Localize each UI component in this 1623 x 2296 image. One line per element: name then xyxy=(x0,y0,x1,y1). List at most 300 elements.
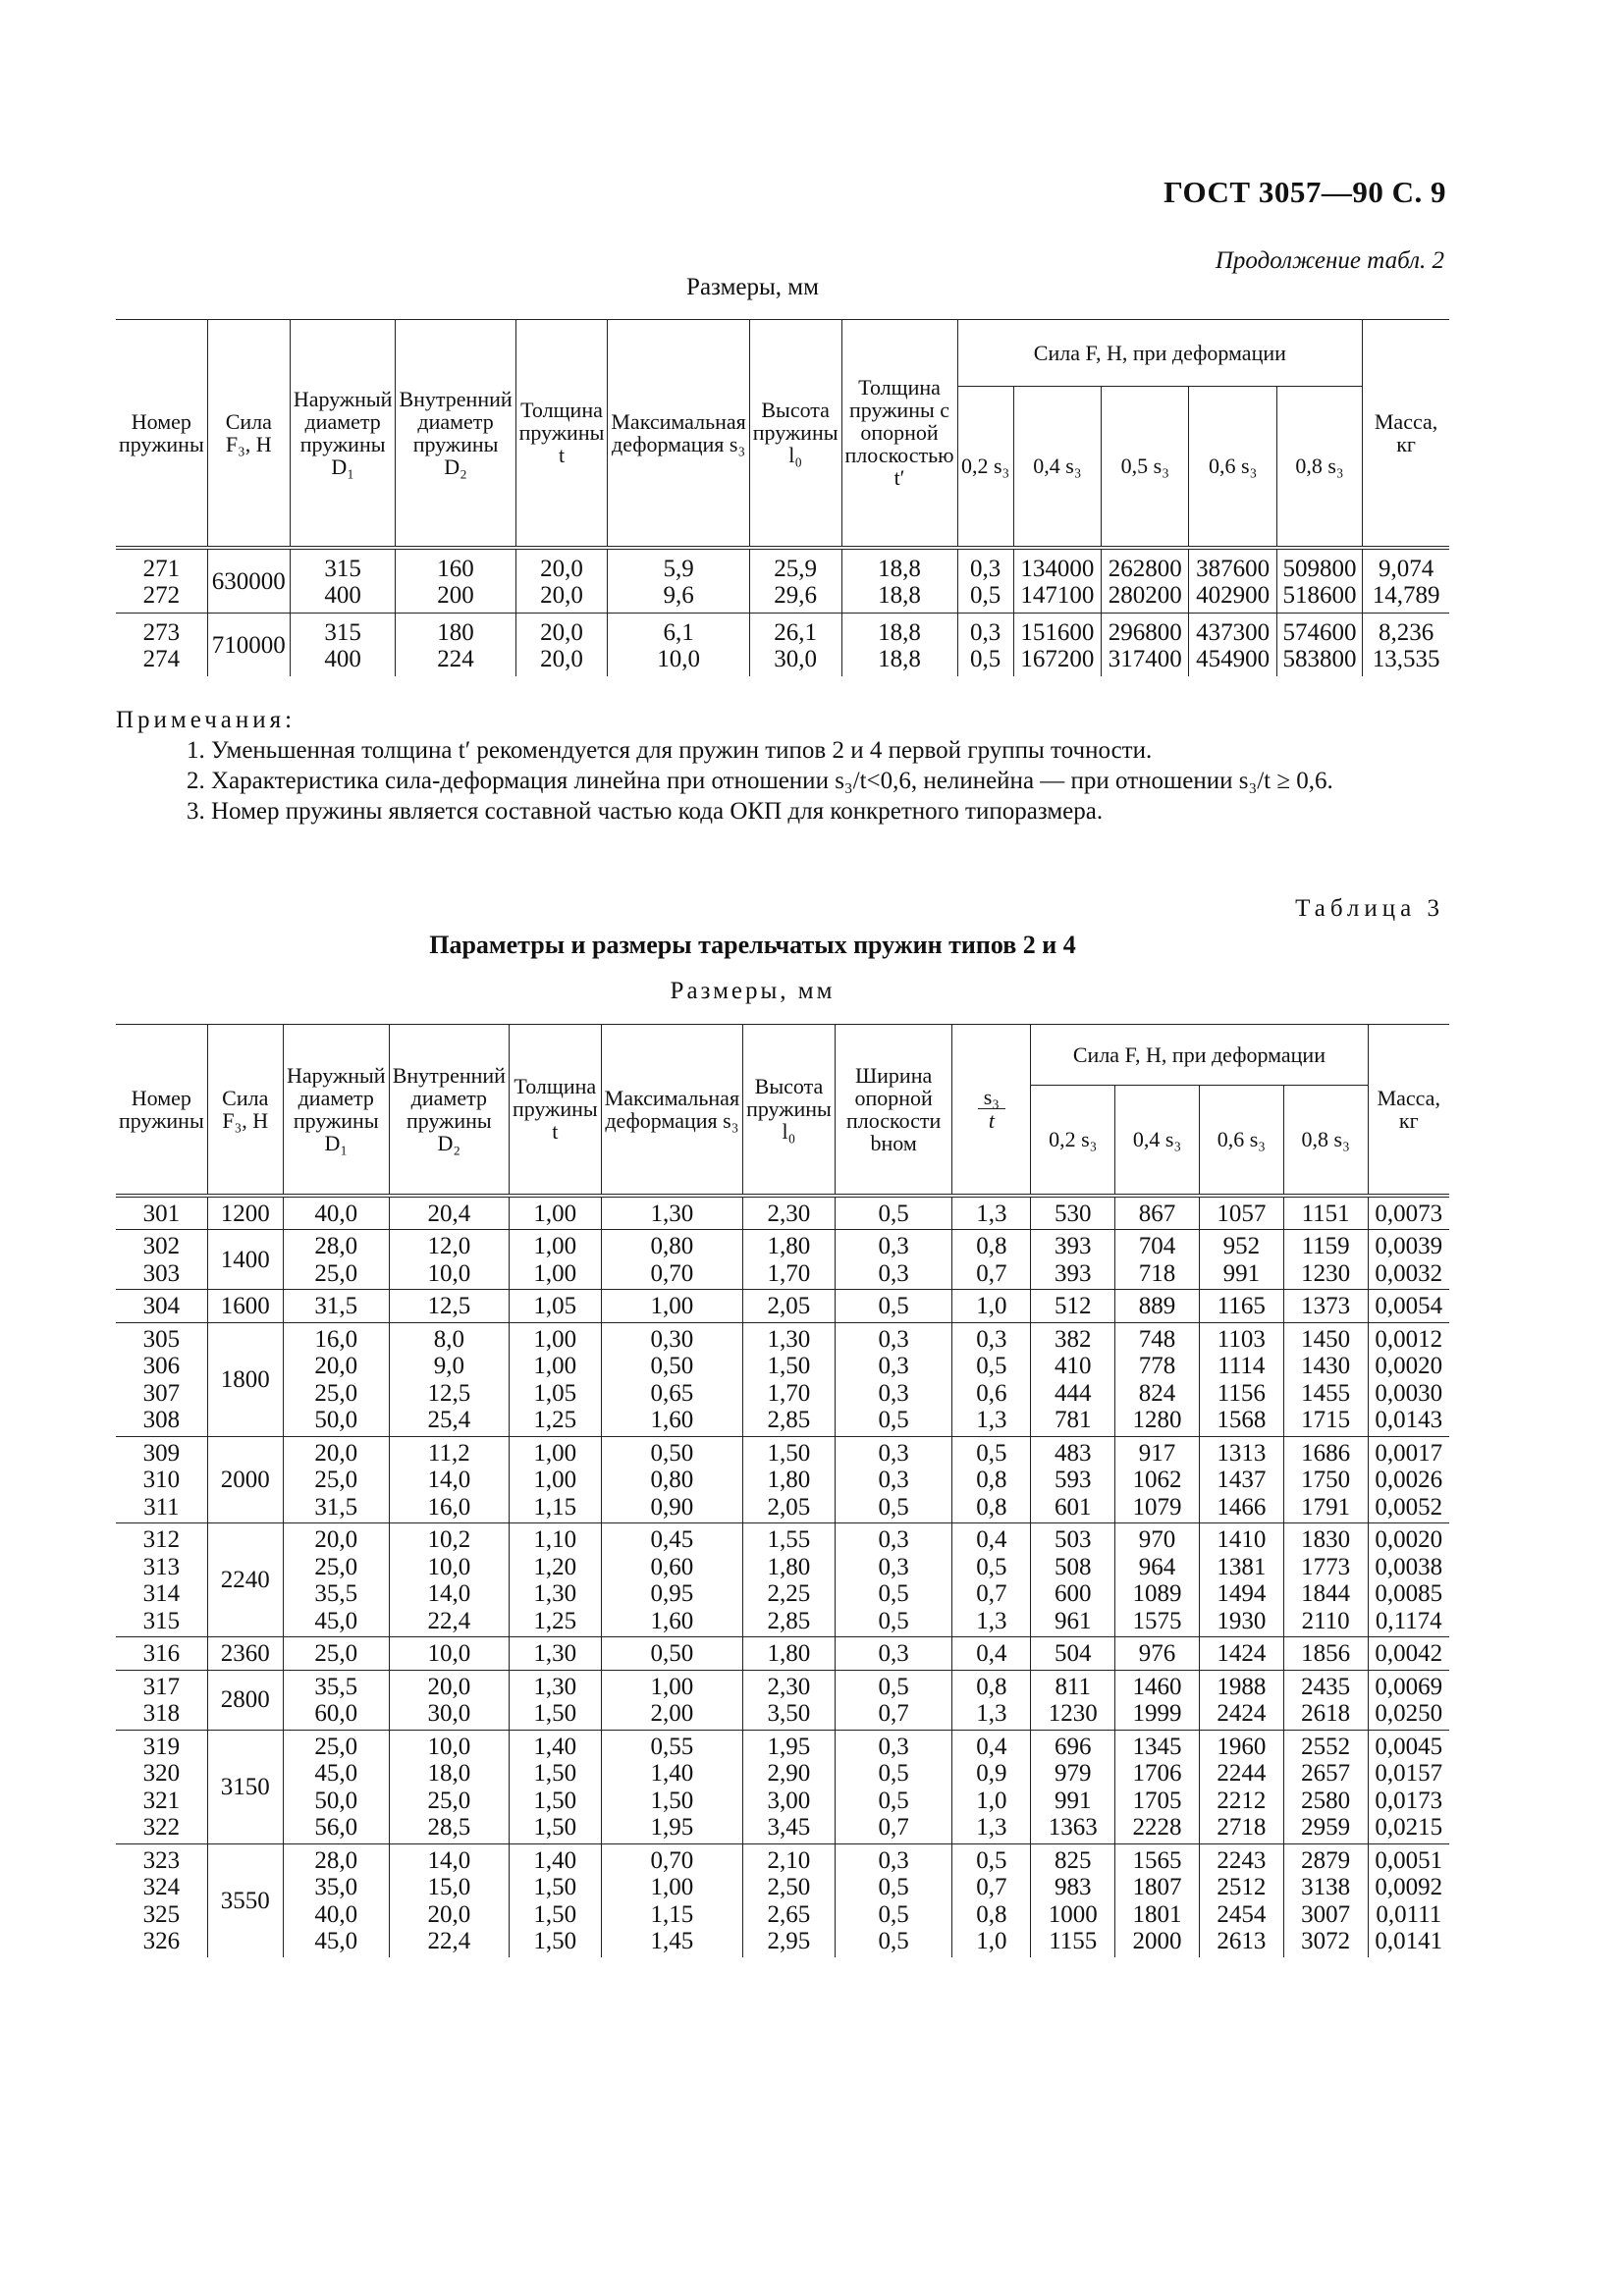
cell-value: 280200 xyxy=(1108,581,1182,609)
cell-value: 1,50 xyxy=(533,1760,577,1787)
cell-value: 0,5 xyxy=(878,1200,909,1227)
cell-value: 1,60 xyxy=(650,1607,694,1634)
cell-value: 1,80 xyxy=(767,1467,811,1493)
table-cell xyxy=(1199,1290,1283,1323)
cell-value: 0,70 xyxy=(650,1846,694,1874)
table-cell xyxy=(1199,1637,1283,1671)
cell-value: 1,00 xyxy=(650,1673,694,1700)
table-cell xyxy=(1102,613,1189,676)
ratio-denominator: t xyxy=(988,1108,995,1134)
table-cell xyxy=(509,1670,601,1730)
table-cell xyxy=(1115,1670,1200,1730)
cell-value: 1,45 xyxy=(650,1928,694,1954)
header-mass: Масса, кг xyxy=(1368,1025,1449,1196)
table-cell xyxy=(1368,1290,1449,1323)
cell-value: 0,3 xyxy=(878,1379,909,1407)
cell-value: 917 xyxy=(1138,1439,1176,1467)
header-force-at-deformation: 0,6 s₃ xyxy=(1199,1086,1283,1196)
cell-value: 224 xyxy=(437,645,474,672)
table-cell xyxy=(749,548,841,614)
cell-value: 2424 xyxy=(1217,1700,1267,1727)
cell-value: 317 xyxy=(142,1673,181,1700)
cell-value: 1,50 xyxy=(533,1900,577,1928)
cell-value: 1750 xyxy=(1301,1467,1351,1493)
table-cell xyxy=(396,613,515,676)
cell-value: 0,5 xyxy=(878,1900,909,1928)
cell-value: 1,3 xyxy=(976,1607,1007,1634)
cell-value: 2,90 xyxy=(767,1760,811,1787)
force-value: 630000 xyxy=(211,568,286,595)
table-cell xyxy=(835,1670,952,1730)
cell-value: 2,05 xyxy=(767,1493,811,1521)
cell-value: 147100 xyxy=(1020,581,1095,609)
cell-value: 30,0 xyxy=(427,1700,471,1727)
cell-value: 1,40 xyxy=(533,1733,577,1760)
cell-value: 1079 xyxy=(1132,1493,1182,1521)
cell-value: 0,0111 xyxy=(1376,1900,1442,1928)
cell-value: 10,0 xyxy=(427,1640,471,1667)
cell-value: 1565 xyxy=(1132,1846,1182,1874)
note-1: 1. Уменьшенная толщина t′ рекомендуется для пружин типов 2 и 4 первой группы точности. xyxy=(187,737,1153,764)
cell-value: 3007 xyxy=(1301,1900,1351,1928)
table-cell xyxy=(835,1290,952,1323)
cell-value: 9,074 xyxy=(1378,555,1434,582)
cell-value: 3138 xyxy=(1301,1874,1351,1900)
cell-value: 3,00 xyxy=(767,1787,811,1814)
cell-value: 454900 xyxy=(1196,645,1271,672)
cell-value: 0,3 xyxy=(878,1553,909,1580)
table-cell xyxy=(601,1290,742,1323)
force-value: 1200 xyxy=(220,1200,270,1227)
cell-value: 314 xyxy=(142,1580,181,1607)
table-cell xyxy=(515,548,608,614)
table-cell xyxy=(601,1322,742,1436)
table-cell xyxy=(1363,548,1449,614)
cell-value: 1,00 xyxy=(533,1233,577,1259)
force-cell xyxy=(207,1730,283,1843)
cell-value: 14,0 xyxy=(427,1580,471,1607)
cell-value: 2,25 xyxy=(767,1580,811,1607)
cell-value: 2244 xyxy=(1217,1760,1267,1787)
cell-value: 0,5 xyxy=(976,1553,1007,1580)
cell-value: 410 xyxy=(1054,1353,1092,1379)
cell-value: 1575 xyxy=(1132,1607,1182,1634)
cell-value: 1,50 xyxy=(650,1787,694,1814)
force-cell xyxy=(207,1670,283,1730)
cell-value: 1,00 xyxy=(533,1200,577,1227)
cell-value: 2718 xyxy=(1217,1814,1267,1841)
table-cell xyxy=(749,613,841,676)
table-cell xyxy=(952,1322,1031,1436)
table-cell xyxy=(835,1436,952,1523)
cell-value: 1,70 xyxy=(767,1259,811,1287)
table-cell xyxy=(835,1230,952,1290)
cell-value: 326 xyxy=(142,1928,181,1954)
cell-value: 12,5 xyxy=(427,1293,471,1319)
cell-value: 25,9 xyxy=(774,555,818,582)
cell-value: 0,0092 xyxy=(1375,1874,1443,1900)
cell-value: 1,00 xyxy=(650,1293,694,1319)
cell-value: 3072 xyxy=(1301,1928,1351,1954)
cell-value: 593 xyxy=(1054,1467,1092,1493)
cell-value: 1,00 xyxy=(533,1353,577,1379)
cell-value: 991 xyxy=(1222,1259,1261,1287)
table-cell xyxy=(389,1730,509,1843)
cell-value: 0,5 xyxy=(878,1760,909,1787)
force-value: 1800 xyxy=(220,1365,270,1393)
header-number: Номер пружины xyxy=(116,320,207,548)
cell-value: 273 xyxy=(142,618,181,646)
table-cell xyxy=(116,548,207,614)
cell-value: 3,50 xyxy=(767,1700,811,1727)
cell-value: 1230 xyxy=(1301,1259,1351,1287)
table-cell xyxy=(743,1290,836,1323)
cell-value: 323 xyxy=(142,1846,181,1874)
cell-value: 316 xyxy=(142,1640,181,1667)
cell-value: 30,0 xyxy=(774,645,818,672)
cell-value: 1103 xyxy=(1217,1325,1266,1353)
cell-value: 0,0073 xyxy=(1375,1200,1443,1227)
table-cell xyxy=(1368,1230,1449,1290)
cell-value: 0,5 xyxy=(878,1493,909,1521)
cell-value: 272 xyxy=(142,581,181,609)
cell-value: 1,0 xyxy=(976,1293,1007,1319)
table-cell xyxy=(957,613,1013,676)
cell-value: 2,00 xyxy=(650,1700,694,1727)
cell-value: 0,0250 xyxy=(1375,1700,1443,1727)
force-cell xyxy=(207,1843,283,1957)
table2-dimensions-caption: Размеры, мм xyxy=(686,274,819,300)
cell-value: 1,50 xyxy=(533,1928,577,1954)
cell-value: 0,45 xyxy=(650,1526,694,1553)
cell-value: 14,0 xyxy=(427,1846,471,1874)
cell-value: 0,55 xyxy=(650,1733,694,1760)
cell-value: 1,15 xyxy=(650,1900,694,1928)
header-max-deformation: Максимальная деформация s₃ xyxy=(601,1025,742,1196)
table-cell xyxy=(1368,1523,1449,1637)
cell-value: 0,0052 xyxy=(1375,1493,1443,1521)
cell-value: 2618 xyxy=(1301,1700,1351,1727)
cell-value: 1930 xyxy=(1217,1607,1267,1634)
table-cell xyxy=(116,1290,207,1323)
header-support-width: Ширина опорной плоскости bном xyxy=(835,1025,952,1196)
table-cell xyxy=(952,1637,1031,1671)
cell-value: 824 xyxy=(1138,1379,1176,1407)
table-cell xyxy=(283,1436,389,1523)
cell-value: 22,4 xyxy=(427,1928,471,1954)
header-force-at-deformation: 0,8 s₃ xyxy=(1276,387,1362,548)
cell-value: 18,8 xyxy=(878,645,921,672)
table-cell xyxy=(389,1843,509,1957)
cell-value: 0,3 xyxy=(878,1353,909,1379)
table-cell xyxy=(509,1637,601,1671)
table-cell xyxy=(509,1196,601,1230)
table-cell xyxy=(952,1730,1031,1843)
cell-value: 2000 xyxy=(1132,1928,1182,1954)
force-value: 2800 xyxy=(220,1686,270,1714)
table-cell xyxy=(283,1322,389,1436)
force-cell xyxy=(207,1436,283,1523)
table-cell xyxy=(1115,1196,1200,1230)
force-value: 2360 xyxy=(220,1640,270,1667)
table-cell xyxy=(1115,1730,1200,1843)
cell-value: 40,0 xyxy=(314,1900,358,1928)
cell-value: 704 xyxy=(1138,1233,1176,1259)
cell-value: 0,0143 xyxy=(1375,1407,1443,1433)
header-height: Высота пружины l₀ xyxy=(743,1025,836,1196)
table-cell xyxy=(1199,1196,1283,1230)
table-cell xyxy=(952,1230,1031,1290)
table-cell xyxy=(1199,1436,1283,1523)
table-cell xyxy=(283,1730,389,1843)
table-cell xyxy=(1115,1322,1200,1436)
force-cell xyxy=(207,548,290,614)
table-cell xyxy=(290,548,396,614)
cell-value: 1801 xyxy=(1132,1900,1182,1928)
cell-value: 50,0 xyxy=(314,1407,358,1433)
cell-value: 2,50 xyxy=(767,1874,811,1900)
table-cell xyxy=(1115,1523,1200,1637)
cell-value: 1,50 xyxy=(767,1353,811,1379)
cell-value: 483 xyxy=(1054,1439,1092,1467)
cell-value: 200 xyxy=(437,581,474,609)
table-cell xyxy=(952,1196,1031,1230)
cell-value: 307 xyxy=(142,1379,181,1407)
table-cell xyxy=(509,1523,601,1637)
cell-value: 503 xyxy=(1054,1526,1092,1553)
table-continuation-label: Продолжение табл. 2 xyxy=(1215,247,1444,274)
cell-value: 3,45 xyxy=(767,1814,811,1841)
cell-value: 10,2 xyxy=(427,1526,471,1553)
cell-value: 271 xyxy=(142,555,181,582)
cell-value: 1,0 xyxy=(976,1928,1007,1954)
cell-value: 15,0 xyxy=(427,1874,471,1900)
cell-value: 0,3 xyxy=(878,1846,909,1874)
table-cell xyxy=(1013,613,1101,676)
header-force-at-deformation: 0,5 s₃ xyxy=(1102,387,1189,548)
cell-value: 25,0 xyxy=(427,1787,471,1814)
table-row-group xyxy=(116,548,1449,614)
cell-value: 0,4 xyxy=(976,1733,1007,1760)
table-cell xyxy=(116,1322,207,1436)
cell-value: 1466 xyxy=(1217,1493,1267,1521)
cell-value: 18,0 xyxy=(427,1760,471,1787)
cell-value: 2,05 xyxy=(767,1293,811,1319)
table-cell xyxy=(1115,1230,1200,1290)
cell-value: 0,0051 xyxy=(1375,1846,1443,1874)
cell-value: 0,3 xyxy=(878,1733,909,1760)
cell-value: 25,0 xyxy=(314,1733,358,1760)
table3-number-label: Таблица 3 xyxy=(1295,895,1444,922)
cell-value: 0,5 xyxy=(878,1407,909,1433)
cell-value: 1,30 xyxy=(533,1580,577,1607)
cell-value: 25,0 xyxy=(314,1553,358,1580)
cell-value: 0,30 xyxy=(650,1325,694,1353)
cell-value: 2959 xyxy=(1301,1814,1351,1841)
table-cell xyxy=(835,1322,952,1436)
cell-value: 0,50 xyxy=(650,1640,694,1667)
cell-value: 1057 xyxy=(1217,1200,1267,1227)
table-cell xyxy=(509,1290,601,1323)
cell-value: 600 xyxy=(1054,1580,1092,1607)
table-cell xyxy=(835,1843,952,1957)
cell-value: 0,0173 xyxy=(1375,1787,1443,1814)
table-cell xyxy=(743,1436,836,1523)
table3-dimensions-caption: Размеры, мм xyxy=(670,978,836,1004)
table-cell xyxy=(1283,1436,1368,1523)
table-cell xyxy=(1368,1322,1449,1436)
cell-value: 1,00 xyxy=(650,1874,694,1900)
cell-value: 151600 xyxy=(1020,618,1095,646)
table-cell xyxy=(1115,1290,1200,1323)
table-cell xyxy=(608,548,749,614)
table-cell xyxy=(1283,1843,1368,1957)
cell-value: 1791 xyxy=(1301,1493,1351,1521)
cell-value: 1114 xyxy=(1217,1353,1266,1379)
cell-value: 748 xyxy=(1138,1325,1176,1353)
cell-value: 1,25 xyxy=(533,1407,577,1433)
cell-value: 6,1 xyxy=(663,618,694,646)
cell-value: 325 xyxy=(142,1900,181,1928)
cell-value: 2243 xyxy=(1217,1846,1267,1874)
cell-value: 0,3 xyxy=(969,555,1001,582)
header-force-at-deformation: 0,6 s₃ xyxy=(1189,387,1276,548)
cell-value: 1,05 xyxy=(533,1293,577,1319)
document-reference: ГОСТ 3057—90 С. 9 xyxy=(1163,175,1446,209)
cell-value: 0,0141 xyxy=(1375,1928,1443,1954)
table-cell xyxy=(841,613,957,676)
cell-value: 583800 xyxy=(1282,645,1357,672)
table-row-group xyxy=(116,1670,1449,1730)
table-cell xyxy=(601,1670,742,1730)
cell-value: 1373 xyxy=(1301,1293,1351,1319)
cell-value: 402900 xyxy=(1196,581,1271,609)
table-cell xyxy=(389,1322,509,1436)
cell-value: 781 xyxy=(1054,1407,1092,1433)
cell-value: 1,55 xyxy=(767,1526,811,1553)
table-cell xyxy=(1368,1670,1449,1730)
cell-value: 1705 xyxy=(1132,1787,1182,1814)
header-force-group: Сила F, Н, при деформации xyxy=(957,320,1363,387)
cell-value: 1165 xyxy=(1217,1293,1266,1319)
table-cell xyxy=(1283,1730,1368,1843)
cell-value: 312 xyxy=(142,1526,181,1553)
table-cell xyxy=(952,1523,1031,1637)
table-cell xyxy=(389,1670,509,1730)
table-cell xyxy=(957,548,1013,614)
table-cell xyxy=(1013,548,1101,614)
cell-value: 1,00 xyxy=(533,1467,577,1493)
cell-value: 1960 xyxy=(1217,1733,1267,1760)
header-inner-diameter: Внутренний диаметр пружины D₂ xyxy=(389,1025,509,1196)
cell-value: 1,40 xyxy=(533,1846,577,1874)
header-force-group: Сила F, Н, при деформации xyxy=(1031,1025,1368,1086)
cell-value: 1,3 xyxy=(976,1700,1007,1727)
cell-value: 304 xyxy=(142,1293,181,1319)
table-cell xyxy=(1031,1290,1115,1323)
table-cell xyxy=(509,1436,601,1523)
cell-value: 306 xyxy=(142,1353,181,1379)
cell-value: 979 xyxy=(1054,1760,1092,1787)
cell-value: 1,3 xyxy=(976,1200,1007,1227)
cell-value: 1,50 xyxy=(533,1787,577,1814)
cell-value: 1230 xyxy=(1048,1700,1098,1727)
cell-value: 12,5 xyxy=(427,1379,471,1407)
cell-value: 1988 xyxy=(1217,1673,1267,1700)
table-cell xyxy=(1115,1843,1200,1957)
table-cell xyxy=(1283,1670,1368,1730)
table-cell xyxy=(283,1843,389,1957)
table-3 xyxy=(116,1024,1449,1957)
cell-value: 0,7 xyxy=(878,1814,909,1841)
cell-value: 20,0 xyxy=(540,645,583,672)
cell-value: 0,8 xyxy=(976,1493,1007,1521)
note-3: 3. Номер пружины является составной частью кода ОКП для конкретного типоразмера. xyxy=(187,798,1104,825)
cell-value: 964 xyxy=(1138,1553,1176,1580)
cell-value: 2879 xyxy=(1301,1846,1351,1874)
table-row-group xyxy=(116,1230,1449,1290)
cell-value: 1,30 xyxy=(650,1200,694,1227)
cell-value: 1424 xyxy=(1217,1640,1267,1667)
cell-value: 0,0012 xyxy=(1375,1325,1443,1353)
cell-value: 1,50 xyxy=(767,1439,811,1467)
table-cell xyxy=(283,1196,389,1230)
table-cell xyxy=(283,1290,389,1323)
cell-value: 1807 xyxy=(1132,1874,1182,1900)
cell-value: 20,0 xyxy=(427,1900,471,1928)
cell-value: 1,30 xyxy=(533,1673,577,1700)
cell-value: 315 xyxy=(142,1607,181,1634)
cell-value: 20,4 xyxy=(427,1200,471,1227)
cell-value: 1830 xyxy=(1301,1526,1351,1553)
table-cell xyxy=(743,1196,836,1230)
header-reduced-thickness: Толщина пружины с опорной плоскостью t′ xyxy=(841,320,957,548)
cell-value: 50,0 xyxy=(314,1787,358,1814)
cell-value: 10,0 xyxy=(427,1259,471,1287)
cell-value: 1381 xyxy=(1217,1553,1267,1580)
cell-value: 0,50 xyxy=(650,1439,694,1467)
cell-value: 0,4 xyxy=(976,1526,1007,1553)
cell-value: 0,1174 xyxy=(1375,1607,1442,1634)
header-inner-diameter: Внутренний диаметр пружины D₂ xyxy=(396,320,515,548)
cell-value: 1,30 xyxy=(533,1640,577,1667)
cell-value: 313 xyxy=(142,1553,181,1580)
cell-value: 0,60 xyxy=(650,1553,694,1580)
table-cell xyxy=(608,613,749,676)
cell-value: 12,0 xyxy=(427,1233,471,1259)
table-cell xyxy=(743,1670,836,1730)
cell-value: 301 xyxy=(142,1200,181,1227)
cell-value: 1,80 xyxy=(767,1640,811,1667)
table-cell xyxy=(1283,1322,1368,1436)
cell-value: 2,30 xyxy=(767,1200,811,1227)
cell-value: 0,5 xyxy=(878,1787,909,1814)
cell-value: 508 xyxy=(1054,1553,1092,1580)
cell-value: 0,4 xyxy=(976,1640,1007,1667)
cell-value: 1430 xyxy=(1301,1353,1351,1379)
cell-value: 400 xyxy=(324,581,361,609)
cell-value: 1,50 xyxy=(533,1874,577,1900)
cell-value: 0,0045 xyxy=(1375,1733,1443,1760)
cell-value: 976 xyxy=(1138,1640,1176,1667)
cell-value: 0,3 xyxy=(878,1233,909,1259)
cell-value: 718 xyxy=(1138,1259,1176,1287)
table-cell xyxy=(1368,1730,1449,1843)
cell-value: 1,50 xyxy=(533,1700,577,1727)
cell-value: 5,9 xyxy=(663,555,694,582)
cell-value: 25,0 xyxy=(314,1467,358,1493)
cell-value: 400 xyxy=(324,645,361,672)
